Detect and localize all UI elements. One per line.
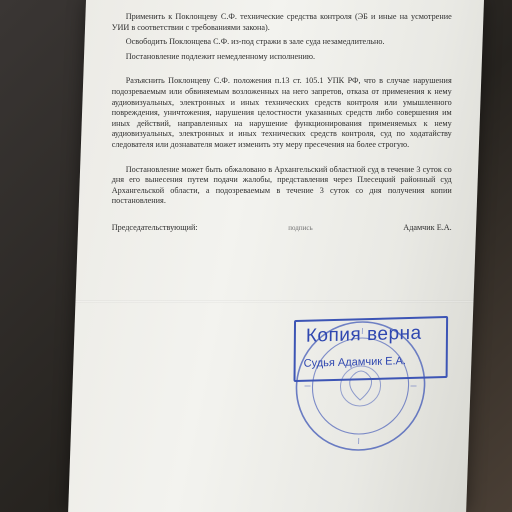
signature-line [112, 223, 452, 234]
paper-fold [75, 300, 473, 303]
paragraph-appeal: Постановление может быть обжаловано в Архангельский областной суд в течение 3 суток со дня его вынесения путем подачи жалобы, представления через Плесецкий районный суд Архангельской области, а подозреваемым в течение 3 суток со дня получения копии постановления. [111, 164, 452, 206]
paragraph-immediate-execution: Постановление подлежит немедленному исполнению. [125, 51, 316, 61]
copy-certified-stamp [293, 316, 448, 382]
document-text [112, 12, 452, 234]
signature-name: Адамчик Е.А. [403, 222, 452, 232]
paragraph-explanation: Разъяснить Поклонцеву С.Ф. положения п.13 ст. 105.1 УПК РФ, что в случае нарушения подозреваемым или обвиняемым возложенных на него запретов, отказа от применения к нему аудиовизуальных, электронных и иных технических средств контроля или умышленного повреждения, уничтожения, нарушения целостности указанных средств либо совершения им иных действий, направленных на нарушение функционирования применяемых к нему аудиовизуальных, электронных и иных технических средств контроля, суд по ходатайству следователя или дознавателя может изменить эту меру пресечения на более строгую. [111, 76, 452, 149]
paragraph-release: Освободить Поклонцева С.Ф. из-под стражи в зале суда незамедлительно. [125, 37, 385, 47]
document-sheet [68, 0, 484, 512]
signature-role: Председательствующий: [111, 222, 198, 232]
stamp-line-judge: Судья Адамчик Е.А. [303, 355, 406, 370]
signature-mark: подпись [288, 223, 313, 232]
stamp-line-copy-true: Копия верна [305, 322, 422, 347]
paragraph-technical-control: Применить к Поклонцеву С.Ф. технические средства контроля (ЭБ и иные на усмотрение УИИ в соответствии с требованиями закона). [111, 12, 452, 32]
